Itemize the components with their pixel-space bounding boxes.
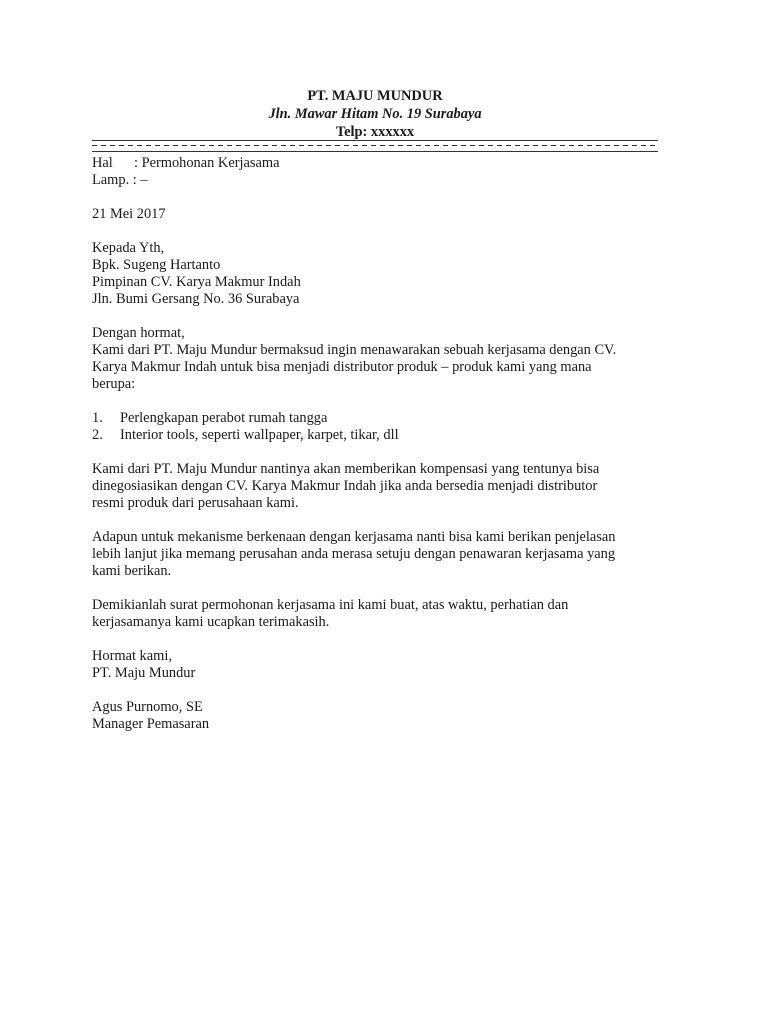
paragraph-2-line: resmi produk dari perusahaan kami. <box>92 495 299 511</box>
list-number: 2. <box>92 427 103 443</box>
list-number: 1. <box>92 410 103 426</box>
recipient-name: Bpk. Sugeng Hartanto <box>92 257 221 273</box>
recipient-position: Pimpinan CV. Karya Makmur Indah <box>92 274 301 290</box>
list-text: Perlengkapan perabot rumah tangga <box>120 410 328 426</box>
recipient-greeting: Kepada Yth, <box>92 240 165 256</box>
signer-name: Agus Purnomo, SE <box>92 699 203 715</box>
valediction: Hormat kami, <box>92 648 172 664</box>
signer-title: Manager Pemasaran <box>92 716 210 732</box>
header-divider <box>92 140 658 152</box>
paragraph-1-line: Karya Makmur Indah untuk bisa menjadi distributor produk – produk kami yang mana <box>92 359 592 375</box>
paragraph-3-line: lebih lanjut jika memang perusahan anda merasa setuju dengan penawaran kerjasama yang <box>92 546 616 562</box>
list-item <box>92 410 662 427</box>
paragraph-1-line: Kami dari PT. Maju Mundur bermaksud ingin menawarakan sebuah kerjasama dengan CV. <box>92 342 617 358</box>
paragraph-3-line: Adapun untuk mekanisme berkenaan dengan kerjasama nanti bisa kami berikan penjelasan <box>92 529 616 545</box>
paragraph-1-line: berupa: <box>92 376 136 392</box>
paragraph-2-line: dinegosiasikan dengan CV. Karya Makmur Indah jika anda bersedia menjadi distributor <box>92 478 598 494</box>
product-list <box>92 410 662 444</box>
sender-company: PT. Maju Mundur <box>92 665 196 681</box>
subject-value: : Permohonan Kerjasama <box>134 155 280 171</box>
paragraph-2-line: Kami dari PT. Maju Mundur nantinya akan memberikan kompensasi yang tentunya bisa <box>92 461 600 477</box>
company-address: Jln. Mawar Hitam No. 19 Surabaya <box>268 106 482 122</box>
letter-date: 21 Mei 2017 <box>92 206 166 222</box>
letter-body <box>92 155 662 733</box>
paragraph-4-line: kerjasamanya kami ucapkan terimakasih. <box>92 614 330 630</box>
list-text: Interior tools, seperti wallpaper, karpet, tikar, dll <box>120 427 399 443</box>
paragraph-3-line: kami berikan. <box>92 563 172 579</box>
company-phone: Telp: xxxxxx <box>335 124 415 140</box>
attachment-line: Lamp. : – <box>92 172 148 188</box>
subject-line <box>92 155 662 172</box>
subject-label: Hal <box>92 155 113 171</box>
recipient-address: Jln. Bumi Gersang No. 36 Surabaya <box>92 291 300 307</box>
letterhead <box>92 87 658 141</box>
salutation: Dengan hormat, <box>92 325 185 341</box>
list-item <box>92 427 662 444</box>
paragraph-4-line: Demikianlah surat permohonan kerjasama ini kami buat, atas waktu, perhatian dan <box>92 597 569 613</box>
company-name: PT. MAJU MUNDUR <box>307 88 443 104</box>
